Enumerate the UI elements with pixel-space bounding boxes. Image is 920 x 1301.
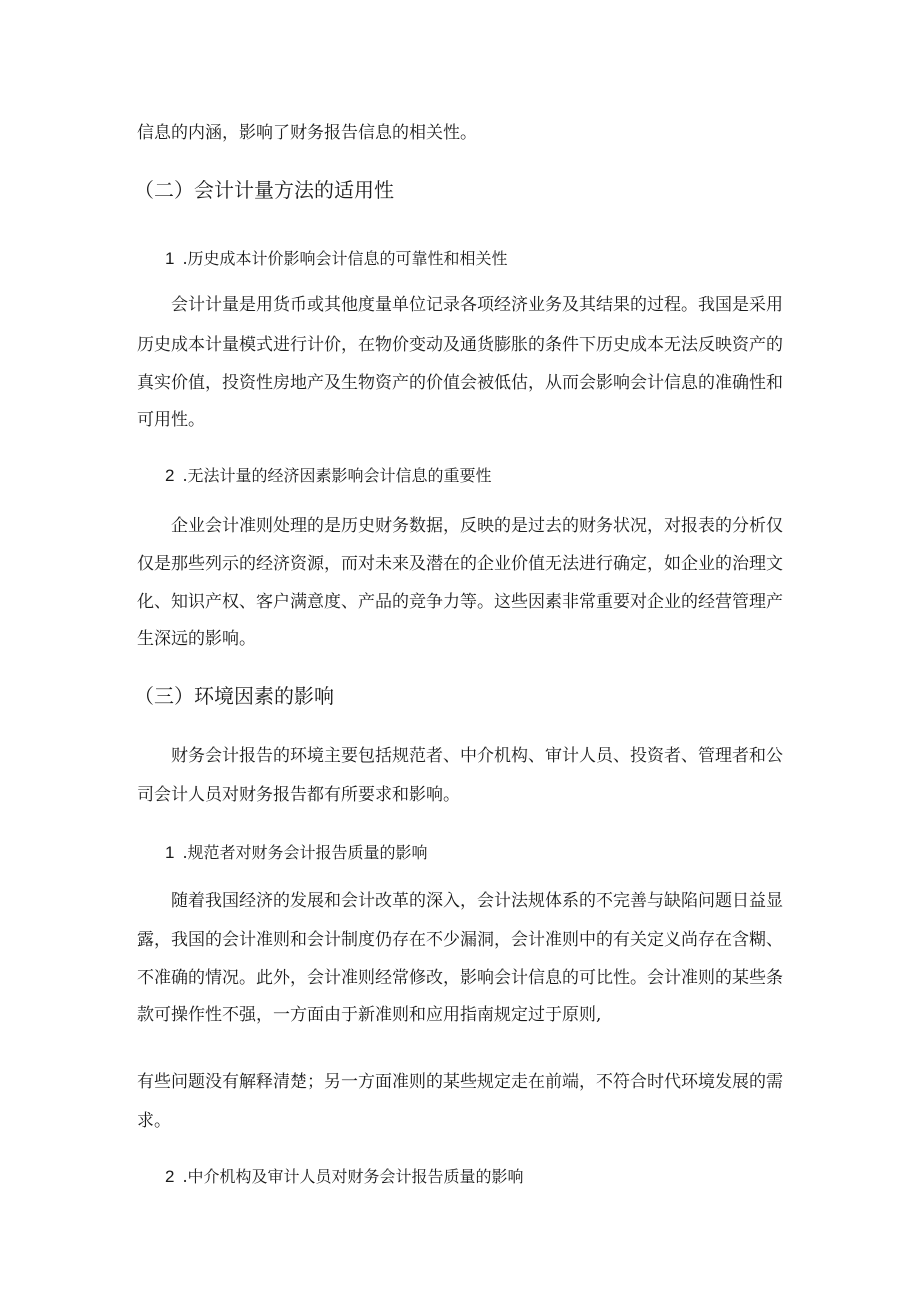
subsection-number: 2 [165,1167,175,1186]
paragraph-line: 真实价值，投资性房地产及生物资产的价值会被低估，从而会影响会计信息的准确性和 [137,373,783,393]
paragraph-line: 信息的内涵，影响了财务报告信息的相关性。 [137,123,477,143]
paragraph-line: 历史成本计量模式进行计价，在物价变动及通货膨胀的条件下历史成本无法反映资产的 [137,335,783,355]
subsection-number: 2 [165,466,175,485]
paragraph-line: 不准确的情况。此外，会计准则经常修改，影响会计信息的可比性。会计准则的某些条 [137,968,783,988]
subsection-title: .无法计量的经济因素影响会计信息的重要性 [182,466,492,485]
paragraph-line: 可用性。 [137,410,205,430]
subsection-title: .中介机构及审计人员对财务会计报告质量的影响 [182,1167,524,1186]
subsection-title: .规范者对财务会计报告质量的影响 [182,843,428,862]
subsection-heading [165,1166,524,1188]
subsection-heading [165,465,492,487]
paragraph-line: 随着我国经济的发展和会计改革的深入，会计法规体系的不完善与缺陷问题日益显 [171,891,783,911]
paragraph-line: 露，我国的会计准则和会计制度仍存在不少漏洞，会计准则中的有关定义尚存在含糊、 [137,930,783,950]
paragraph-line: 有些问题没有解释清楚；另一方面准则的某些规定走在前端，不符合时代环境发展的需 [137,1072,783,1092]
paragraph-line: 仅是那些列示的经济资源，而对未来及潜在的企业价值无法进行确定，如企业的治理文 [137,554,783,574]
paragraph-line: 企业会计准则处理的是历史财务数据，反映的是过去的财务状况，对报表的分析仅 [171,516,783,536]
subsection-title: .历史成本计价影响会计信息的可靠性和相关性 [182,249,508,268]
paragraph-line: 会计计量是用货币或其他度量单位记录各项经济业务及其结果的过程。我国是采用 [171,295,783,315]
section-heading: （三）环境因素的影响 [134,684,334,708]
paragraph-line: 化、知识产权、客户满意度、产品的竞争力等。这些因素非常重要对企业的经营管理产 [137,592,783,612]
subsection-number: 1 [165,249,175,268]
paragraph-line: 求。 [137,1111,171,1131]
paragraph-line: 司会计人员对财务报告都有所要求和影响。 [137,785,460,805]
section-heading: （二）会计计量方法的适用性 [134,178,394,202]
paragraph-line: 款可操作性不强，一方面由于新准则和应用指南规定过于原则, [137,1005,602,1025]
paragraph-line: 生深远的影响。 [137,629,256,649]
subsection-heading [165,248,508,270]
subsection-number: 1 [165,843,175,862]
paragraph-line: 财务会计报告的环境主要包括规范者、中介机构、审计人员、投资者、管理者和公 [171,746,783,766]
subsection-heading [165,842,428,864]
